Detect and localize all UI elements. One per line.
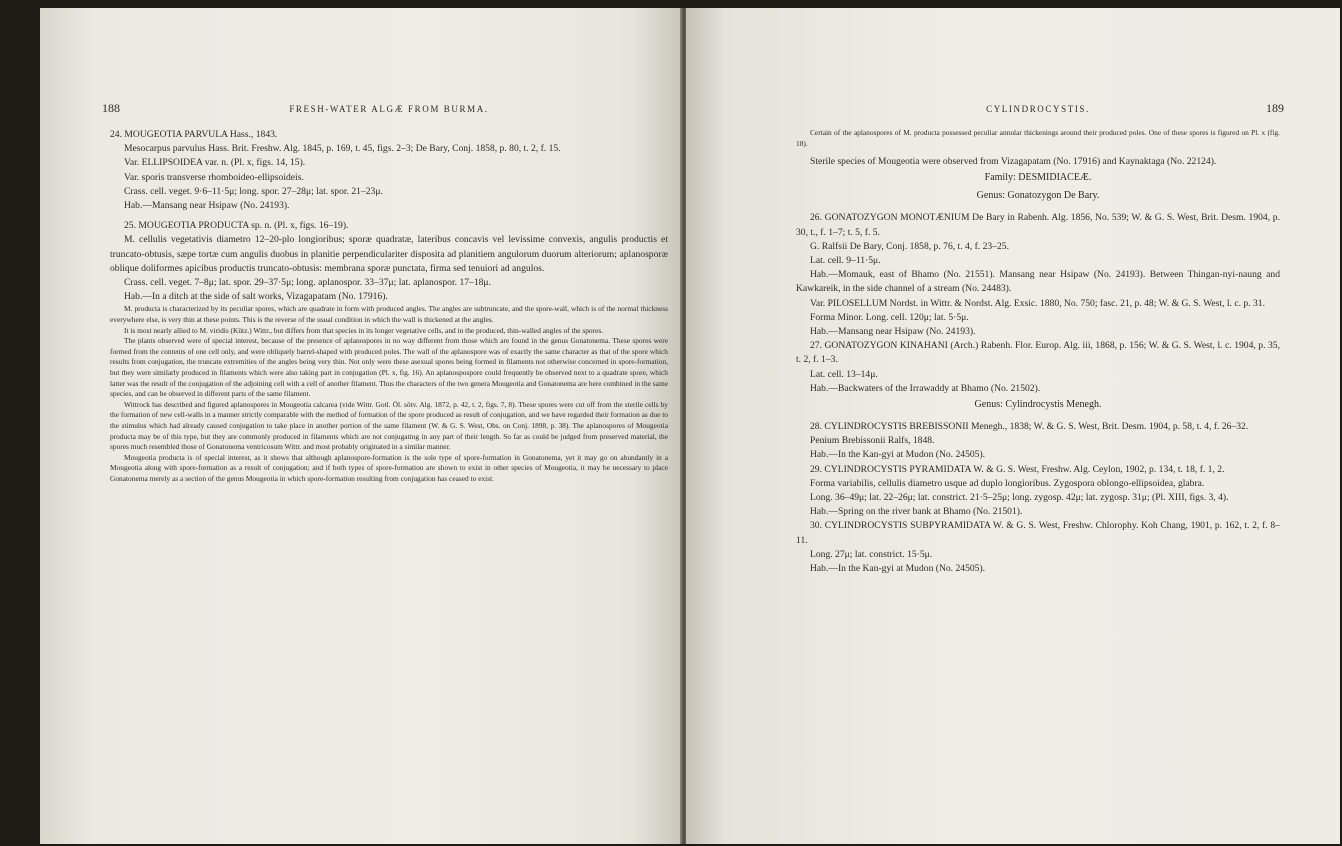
right-page-header <box>796 101 1284 120</box>
text-paragraph: Lat. cell. 9–11·5μ. <box>810 255 881 266</box>
small-print-paragraph: Mougeotia producta is of special interest, as it shows that although aplanospore-formation is the sole type of spore-formation in Gonatonema, yet it may go on abundantly in a Mougeotia along with spore-formation as a result of conjugation; and if both types of spore-formation are shown to exist in other species of Mougeotia, it may be necessary to place Gonatonema merely as a section of the genus Mougeotia in which spore-formation resulting from conjugation has ceased to exist. <box>110 452 668 483</box>
text-paragraph: Var. sporis transverse rhomboideo-ellipsoideis. <box>124 171 304 183</box>
text-paragraph: Hab.—In the Kan-gyi at Mudon (No. 24505). <box>810 563 986 575</box>
text-paragraph: Crass. cell. veget. 9·6–11·5μ; long. spor. 27–28μ; lat. spor. 21–23μ. <box>124 185 383 197</box>
text-paragraph: 26. GONATOZYGON MONOTÆNIUM De Bary in Rabenh. Alg. 1856, No. 539; W. & G. S. West, Brit. Desm. 1904, p. 30, t., f. 1–7; t. 5, f. 5. <box>796 212 1280 238</box>
left-page-header <box>102 101 668 120</box>
small-print-paragraph: The plants observed were of special interest, because of the presence of aplanospores in no way different from those which are found in the genus Gonatonema. These spores were formed from the contents of one cell only, and were obliquely barrel-shaped with produced poles. The wall of the aplanospore was of exactly the same character as that of the spore which results from conjugation, the truncate extremities of the angles being very thin. Not only were these asexual spores being formed in filaments not otherwise concerned in spore-formation, but they were similarly produced in filaments which were also taking part in conjugation (Pl. x, fig. 16). An aplanospospore could frequently be observed next to a quadrate spore, which latter was the result of the conjugation of the adjoining cell with a cell of another filament. Thus the characters of the two genera Mougeotia and Gonatonema are here combined in the same species, and can be observed in different parts of the same filament. <box>110 336 668 399</box>
small-print-paragraph: Certain of the aplanospores of M. producta possessed peculiar annular thickenings around their produced poles. One of these spores is figured on Pl. x (fig. 18). <box>796 128 1280 148</box>
small-print-paragraph: M. producta is characterized by its peculiar spores, which are quadrate in form with produced angles. The angles are subtruncate, and the spore-wall, which is of the normal thickness everywhere else, is very thin at these points. This is the reverse of the usual condition in which the wall is thickened at the angles. <box>110 304 668 325</box>
text-paragraph: Penium Brebissonii Ralfs, 1848. <box>810 435 935 447</box>
text-paragraph: Forma Minor. Long. cell. 120μ; lat. 5·5μ. <box>810 311 969 323</box>
text-paragraph: Hab.—In a ditch at the side of salt works, Vizagapatam (No. 17916). <box>124 291 388 303</box>
page-number: 189 <box>1266 101 1284 115</box>
text-paragraph: Mesocarpus parvulus Hass. Brit. Freshw. Alg. 1845, p. 169, t. 45, figs. 2–3; De Bary, Conj. 1858, p. 80, t. 2, f. 15. <box>124 143 561 155</box>
right-page <box>686 8 1340 844</box>
running-head: FRESH-WATER ALGÆ FROM BURMA. <box>289 104 489 114</box>
left-page-body <box>110 128 668 485</box>
left-page <box>40 8 682 844</box>
right-page-body <box>796 128 1280 576</box>
text-paragraph: Sterile species of Mougeotia were observed from Vizagapatam (No. 17916) and Kaynaktaga (No. 22124). <box>810 156 1217 168</box>
text-paragraph: 30. CYLINDROCYSTIS SUBPYRAMIDATA W. & G. S. West, Freshw. Chlorophy. Koh Chang, 1901, p. 162, t. 2, f. 8–11. <box>796 520 1280 546</box>
text-paragraph: Var. ELLIPSOIDEA var. n. (Pl. x, figs. 14, 15). <box>124 157 306 169</box>
text-paragraph: Hab.—Momauk, east of Bhamo (No. 21551). Mansang near Hsipaw (No. 24193). Between Thingan-nyi-naung and Kawkareik, in the side channel of a stream (No. 24483). <box>796 269 1280 295</box>
section-heading: Family: DESMIDIACEÆ. <box>984 172 1092 184</box>
section-heading: Genus: Gonatozygon De Bary. <box>976 190 1100 202</box>
running-head: CYLINDROCYSTIS. <box>986 104 1090 114</box>
text-paragraph: Long. 36–49μ; lat. 22–26μ; lat. constrict. 21·5–25μ; long. zygosp. 42μ; lat. zygosp. 31μ; (Pl. XIII, figs. 3, 4). <box>810 492 1229 504</box>
text-paragraph: Hab.—Spring on the river bank at Bhamo (No. 21501). <box>810 506 1023 518</box>
small-print-paragraph: It is most nearly allied to M. viridis (Kütz.) Wittr., but differs from that species in its longer vegetative cells, and in the produced, thin-walled angles of the spores. <box>124 325 604 335</box>
text-paragraph: 27. GONATOZYGON KINAHANI (Arch.) Rabenh. Flor. Europ. Alg. iii, 1868, p. 156; W. & G. S. West, l. c. 1904, p. 35, t. 2, f. 1–3. <box>796 340 1280 366</box>
section-heading: Genus: Cylindrocystis Menegh. <box>974 399 1102 411</box>
text-paragraph: Long. 27μ; lat. constrict. 15·5μ. <box>810 548 933 560</box>
text-paragraph: Hab.—Mansang near Hsipaw (No. 24193). <box>124 200 290 212</box>
text-paragraph: G. Ralfsii De Bary, Conj. 1858, p. 76, t. 4, f. 23–25. <box>810 240 1009 252</box>
text-paragraph: Hab.—Mansang near Hsipaw (No. 24193). <box>810 326 976 338</box>
text-paragraph: 25. MOUGEOTIA PRODUCTA sp. n. (Pl. x, figs. 16–19). <box>124 220 349 232</box>
text-paragraph: Lat. cell. 13–14μ. <box>810 368 878 380</box>
text-paragraph: 24. MOUGEOTIA PARVULA Hass., 1843. <box>110 129 278 140</box>
text-paragraph: Forma variabilis, cellulis diametro usque ad duplo longioribus. Zygospora oblongo-ellipsoidea, glabra. <box>810 477 1205 489</box>
small-print-paragraph: Wittrock has described and figured aplanospores in Mougeotia calcarea (vide Wittr. Gotl. Öl. sötv. Alg. 1872, p. 42, t. 2, figs. 7, 8). These spores were cut off from the sterile cells by the formation of new cell-walls in a manner strictly comparable with the method of formation of the spore produced as result of conjugation, and we have regarded their formation as due to the stimulus which had already caused conjugation to take place in another portion of the same filament (W. & G. S. West, Obs. on Conj. 1898, p. 38). The aplanospores of Mougeotia producta may be of this type, but they are commonly produced in filaments which are not conjugating in any part of their length. So far as could be judged from preserved material, the spores much resembled those of Gonatonema ventricosum Wittr. and most probably originated in a similar manner. <box>110 399 668 452</box>
text-paragraph: 28. CYLINDROCYSTIS BREBISSONII Menegh., 1838; W. & G. S. West, Brit. Desm. 1904, p. 58, t. 4, f. 26–32. <box>810 421 1249 433</box>
text-paragraph: M. cellulis vegetativis diametro 12–20-plo longioribus; sporæ quadratæ, lateribus concavis vel levissime convexis, angulis productis et truncato-obtusis, sæpe tortæ cum angulis duobus in planitie perpendiculariter disposita ad planitiem angulorum duorum alteriorum; aplanosporæ oblique doliformes apicibus productis truncato-obtusis: membrana sporæ punctata, firma sed tenuiori ad angulos. <box>110 234 668 274</box>
text-paragraph: Crass. cell. veget. 7–8μ; lat. spor. 29–37·5μ; long. aplanospor. 33–37μ; lat. aplanospor. 17–18μ. <box>124 277 491 289</box>
text-paragraph: Hab.—Backwaters of the Irrawaddy at Bhamo (No. 21502). <box>810 382 1041 394</box>
text-paragraph: Var. PILOSELLUM Nordst. in Wittr. & Nordst. Alg. Exsic. 1880, No. 750; fasc. 21, p. 48; W. & G. S. West, l. c. p. 31. <box>810 297 1265 309</box>
page-number: 188 <box>102 101 120 115</box>
open-book <box>40 8 1340 844</box>
text-paragraph: 29. CYLINDROCYSTIS PYRAMIDATA W. & G. S. West, Freshw. Alg. Ceylon, 1902, p. 134, t. 18, f. 1, 2. <box>810 463 1225 475</box>
text-paragraph: Hab.—In the Kan-gyi at Mudon (No. 24505). <box>810 449 986 461</box>
